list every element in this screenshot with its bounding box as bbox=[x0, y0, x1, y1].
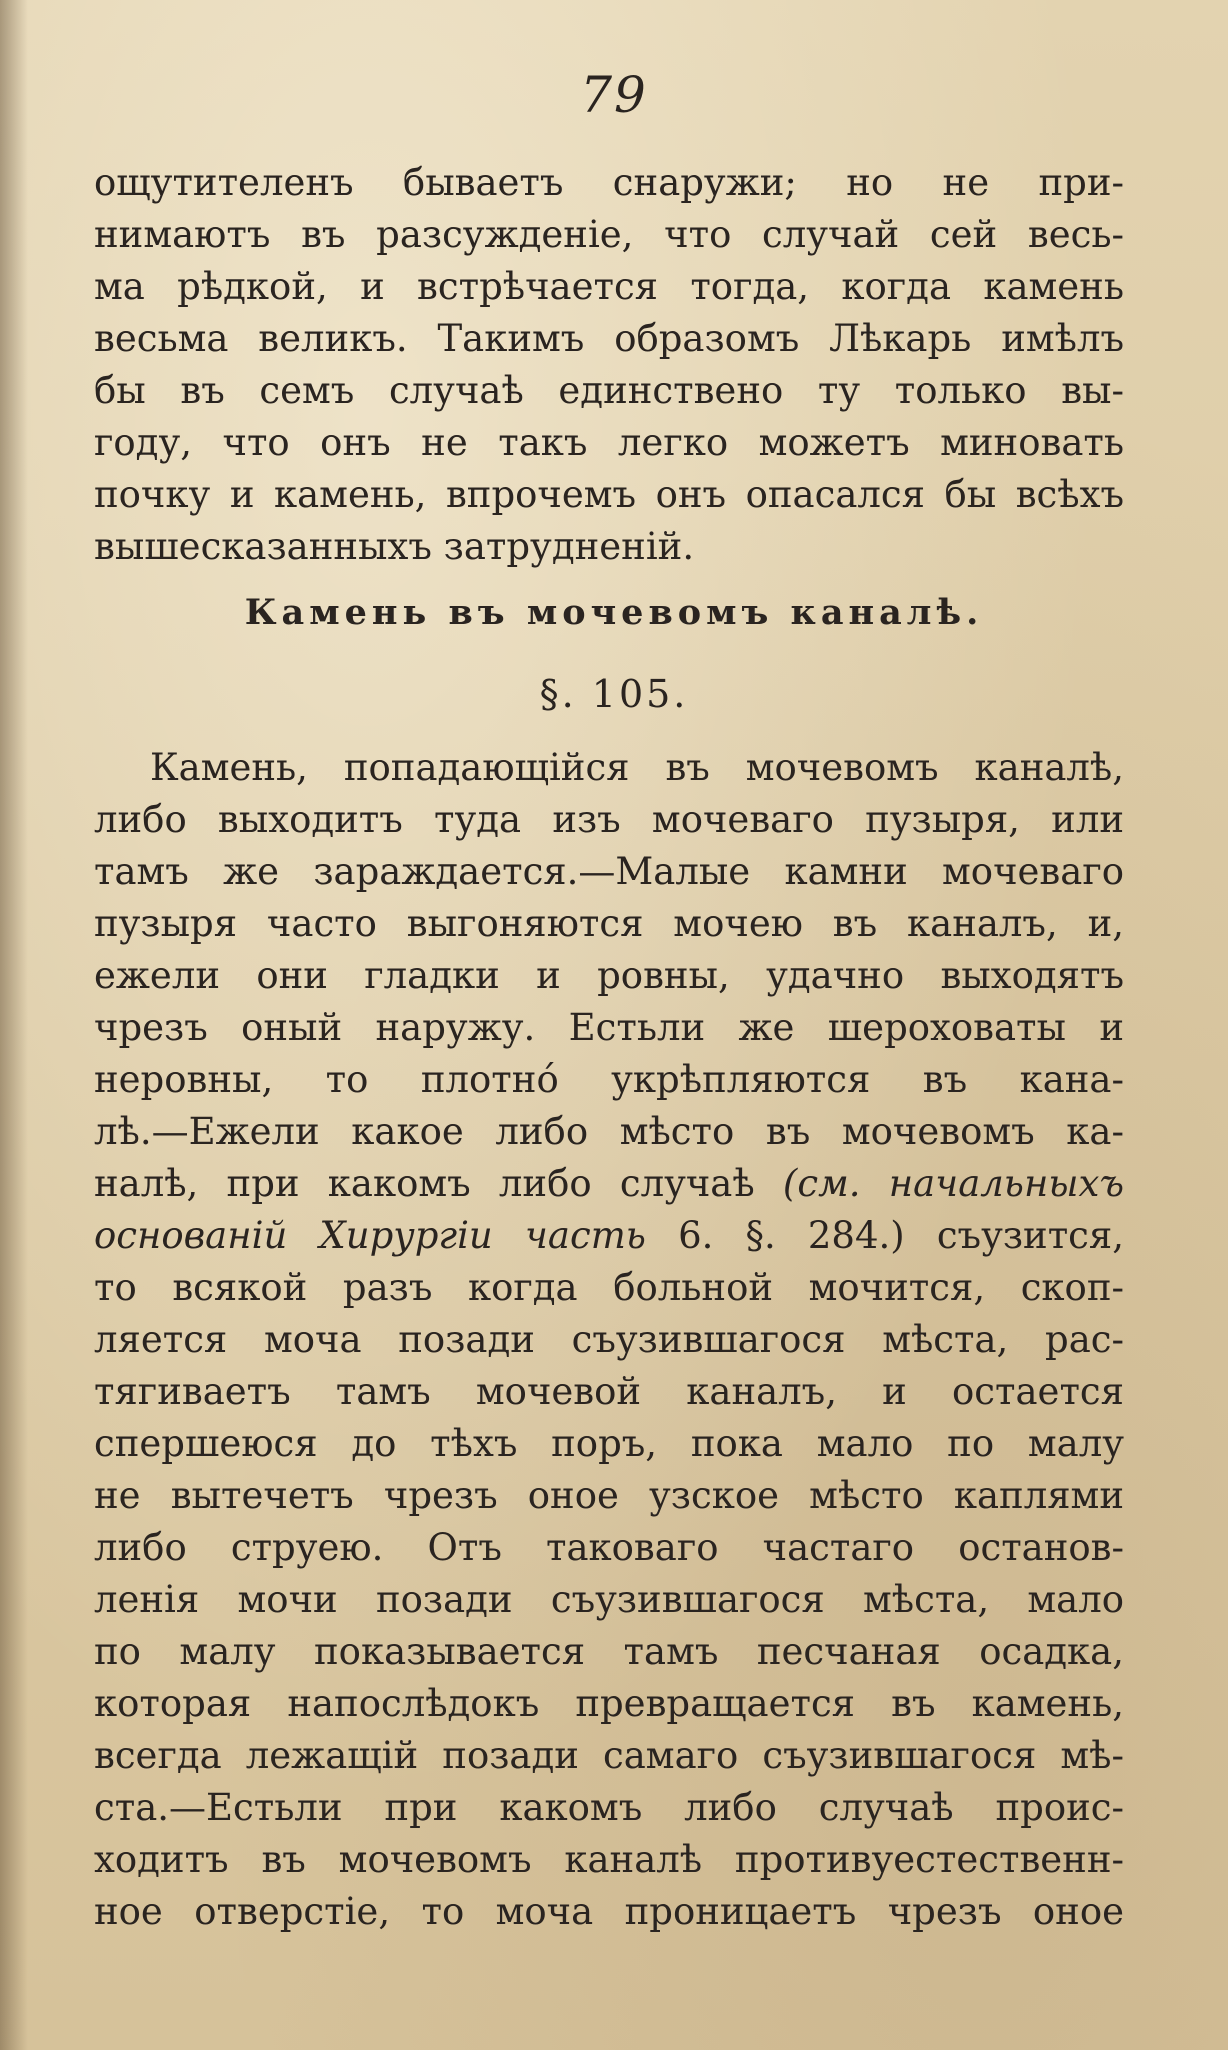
citation-italic: основаній Хирургіи часть bbox=[94, 1214, 646, 1257]
section-heading: Камень въ мочевомъ каналѣ. bbox=[244, 592, 984, 633]
text-line: году, что онъ не такъ легко можетъ миновать bbox=[94, 421, 1124, 464]
section-number: §. 105. bbox=[539, 672, 689, 716]
text-line: ощутителенъ бываетъ снаружи; но не при- bbox=[94, 161, 1124, 204]
text-line: пузыря часто выгоняются мочею въ каналъ, и, bbox=[94, 902, 1124, 945]
text-line: чрезъ оный наружу. Естьли же шероховаты и bbox=[94, 1006, 1124, 1049]
text-line: вышесказанныхъ затрудненій. bbox=[94, 525, 695, 568]
text-line bbox=[94, 1210, 1124, 1262]
text-line: Камень, попадающійся въ мочевомъ каналѣ, bbox=[150, 746, 1124, 789]
text-line: либо выходитъ туда изъ мочеваго пузыря, или bbox=[94, 798, 1124, 841]
text-line: по малу показывается тамъ песчаная осадка, bbox=[94, 1630, 1124, 1673]
text-line: нимаютъ въ разсужденіе, что случай сей весь- bbox=[94, 213, 1124, 256]
text-line: ленія мочи позади съузившагося мѣста, мало bbox=[94, 1578, 1124, 1621]
text-line: бы въ семъ случаѣ единствено ту только вы- bbox=[94, 369, 1124, 412]
binding-shadow bbox=[0, 0, 28, 2050]
text-line: не вытечетъ чрезъ оное узское мѣсто каплями bbox=[94, 1474, 1124, 1517]
text-line: почку и камень, впрочемъ онъ опасался бы всѣхъ bbox=[94, 473, 1124, 516]
text-segment: 6. §. 284.) съузится, bbox=[678, 1214, 1124, 1257]
text-line: ежели они гладки и ровны, удачно выходятъ bbox=[94, 954, 1124, 997]
text-line: неровны, то плотнó укрѣпляются въ кана- bbox=[94, 1058, 1124, 1101]
text-line: ляется моча позади съузившагося мѣста, рас- bbox=[94, 1318, 1124, 1361]
text-line: лѣ.—Ежели какое либо мѣсто въ мочевомъ ка- bbox=[94, 1110, 1124, 1153]
page-number: 79 bbox=[580, 66, 648, 124]
text-line bbox=[94, 1158, 1124, 1210]
text-line: тягиваетъ тамъ мочевой каналъ, и остается bbox=[94, 1370, 1124, 1413]
text-line: ста.—Естьли при какомъ либо случаѣ проис- bbox=[94, 1786, 1124, 1829]
text-segment: налѣ, при какомъ либо случаѣ bbox=[94, 1162, 755, 1205]
text-line: тамъ же зараждается.—Малые камни мочеваго bbox=[94, 850, 1124, 893]
text-line: всегда лежащій позади самаго съузившагося мѣ- bbox=[94, 1734, 1124, 1777]
citation-italic: (см. начальныхъ bbox=[782, 1162, 1124, 1205]
text-line: ходитъ въ мочевомъ каналѣ противуестественн- bbox=[94, 1838, 1124, 1881]
paragraph-2 bbox=[94, 742, 1124, 1938]
text-line: ное отверстіе, то моча проницаетъ чрезъ оное bbox=[94, 1890, 1124, 1933]
paragraph-1 bbox=[94, 157, 1124, 573]
text-line: весьма великъ. Такимъ образомъ Лѣкарь имѣлъ bbox=[94, 317, 1124, 360]
text-line: то всякой разъ когда больной мочится, скоп- bbox=[94, 1266, 1124, 1309]
text-line: спершеюся до тѣхъ поръ, пока мало по малу bbox=[94, 1422, 1124, 1465]
text-line: которая напослѣдокъ превращается въ камень, bbox=[94, 1682, 1124, 1725]
text-line: либо струею. Отъ таковаго частаго останов- bbox=[94, 1526, 1124, 1569]
text-line: ма рѣдкой, и встрѣчается тогда, когда камень bbox=[94, 265, 1124, 308]
